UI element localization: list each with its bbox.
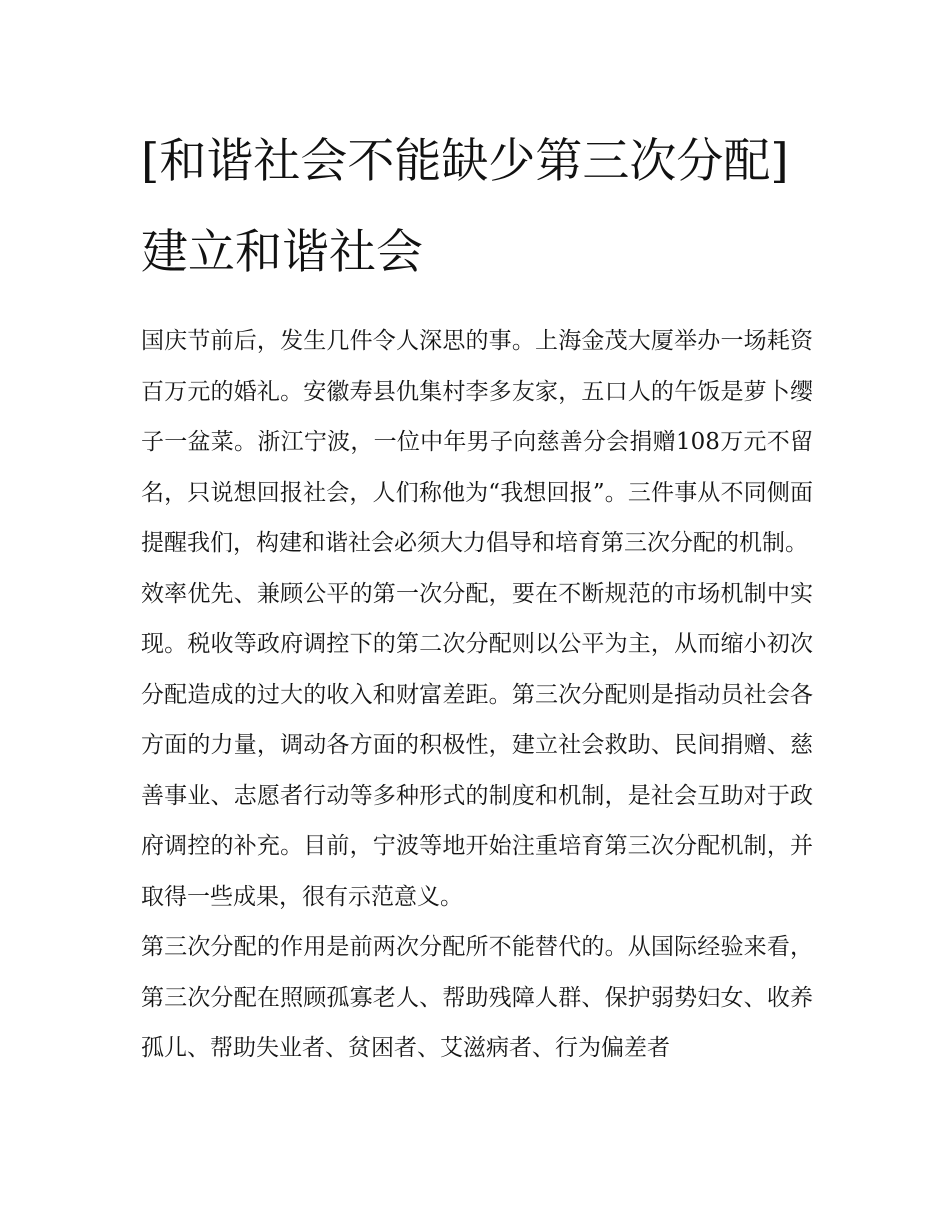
- paragraph-3: 第三次分配的作用是前两次分配所不能替代的。从国际经验来看，第三次分配在照顾孤寡老人、帮助残障人群、保护弱势妇女、收养孤儿、帮助失业者、贫困者、艾滋病者、行为偏差者: [141, 934, 813, 1061]
- document-title: [和谐社会不能缺少第三次分配] 建立和谐社会: [141, 134, 789, 280]
- document-body: [141, 316, 813, 1074]
- document-content: [141, 116, 813, 1074]
- paragraph-2: 效率优先、兼顾公平的第一次分配，要在不断规范的市场机制中实现。税收等政府调控下的第二次分配则以公平为主，从而缩小初次分配造成的过大的收入和财富差距。第三次分配则是指动员社会各方面的力量，调动各方面的积极性，建立社会救助、民间捐赠、慈善事业、志愿者行动等多种形式的制度和机制，是社会互助对于政府调控的补充。目前，宁波等地开始注重培育第三次分配机制，并取得一些成果，很有示范意义。: [141, 580, 813, 910]
- paragraph-1: 国庆节前后，发生几件令人深思的事。上海金茂大厦举办一场耗资百万元的婚礼。安徽寿县仇集村李多友家，五口人的午饭是萝卜缨子一盆菜。浙江宁波，一位中年男子向慈善分会捐赠108万元不留名，只说想回报社会，人们称他为“我想回报”。三件事从不同侧面提醒我们，构建和谐社会必须大力倡导和培育第三次分配的机制。: [141, 328, 813, 556]
